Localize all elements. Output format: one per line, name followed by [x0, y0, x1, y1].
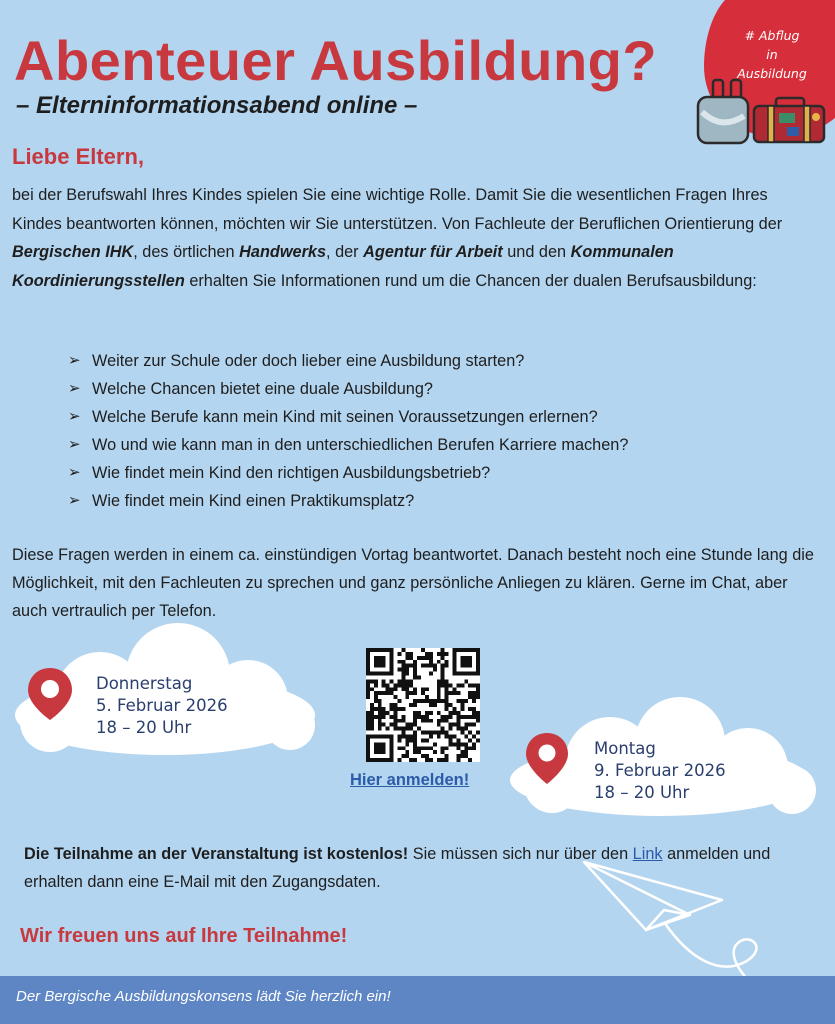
qr-code-pattern [366, 648, 480, 762]
arrow-bullet-icon: ➢ [68, 464, 81, 481]
event-day: Montag [594, 739, 656, 758]
event-date-thursday [96, 673, 228, 739]
list-item: ➢ Wie findet mein Kind den richtigen Ausbildungsbetrieb? [68, 459, 628, 487]
arrow-bullet-icon: ➢ [68, 408, 81, 425]
event-day: Donnerstag [96, 674, 193, 693]
registration-link[interactable]: Link [632, 845, 663, 863]
intro-paragraph: bei der Berufswahl Ihres Kindes spielen Sie eine wichtige Rolle. Damit Sie die wesentlichen Fragen Ihres Kindes beantworten können, möchten wir Sie unterstützen. Von Fachleute der Beruflichen Orientierung der Bergischen IHK, des örtlichen Handwerks, der Agentur für Arbeit und den Kommunalen Koordinierungsstellen erhalten Sie Informationen rund um die Chancen der dualen Berufsausbildung: [12, 186, 783, 290]
list-item: ➢ Welche Chancen bietet eine duale Ausbildung? [68, 375, 628, 403]
register-link[interactable]: Hier anmelden! [350, 771, 470, 789]
arrow-bullet-icon: ➢ [68, 352, 81, 369]
arrow-bullet-icon: ➢ [68, 436, 81, 453]
agentur-emphasis: Agentur für Arbeit [363, 243, 503, 261]
participation-paragraph: Die Teilnahme an der Veranstaltung ist kostenlos! Sie müssen sich nur über den Link anmelden und erhalten dann eine E-Mail mit den Zugangsdaten. [24, 845, 771, 891]
event-time: 18 – 20 Uhr [96, 718, 192, 737]
list-item: ➢ Wie findet mein Kind einen Praktikumsplatz? [68, 487, 628, 515]
list-item: ➢ Wo und wie kann man in den unterschiedlichen Berufen Karriere machen? [68, 431, 628, 459]
page-subtitle: – Elterninformationsabend online – [16, 92, 418, 119]
badge-text: # Abflug in Ausbildung [737, 28, 807, 81]
free-notice: Die Teilnahme an der Veranstaltung ist kostenlos! [24, 845, 409, 863]
arrow-bullet-icon: ➢ [68, 492, 81, 509]
event-date: 9. Februar 2026 [594, 761, 726, 780]
arrow-bullet-icon: ➢ [68, 380, 81, 397]
ihk-emphasis: Bergischen IHK [12, 243, 134, 261]
list-item: ➢ Welche Berufe kann mein Kind mit seinen Voraussetzungen erlernen? [68, 403, 628, 431]
event-time: 18 – 20 Uhr [594, 783, 690, 802]
event-date-monday [594, 738, 726, 804]
list-item: ➢ Weiter zur Schule oder doch lieber eine Ausbildung starten? [68, 347, 628, 375]
qr-code[interactable] [366, 648, 480, 762]
thanks-heading: Wir freuen uns auf Ihre Teilnahme! [20, 925, 348, 947]
event-date: 5. Februar 2026 [96, 696, 228, 715]
page-title: Abenteuer Ausbildung? [14, 29, 658, 92]
handwerk-emphasis: Handwerks [239, 243, 327, 261]
greeting: Liebe Eltern, [12, 144, 145, 169]
outro-paragraph: Diese Fragen werden in einem ca. einstündigen Vortag beantwortet. Danach besteht noch eine Stunde lang die Möglichkeit, mit den Fachleuten zu sprechen und ganz persönliche Anliegen zu klären. Gerne im Chat, aber auch vertraulich per Telefon. [12, 546, 814, 620]
kommunal-emphasis: Kommunalen Koordinierungsstellen [12, 243, 674, 290]
footer-text: Der Bergische Ausbildungskonsens lädt Sie herzlich ein! [16, 988, 391, 1005]
